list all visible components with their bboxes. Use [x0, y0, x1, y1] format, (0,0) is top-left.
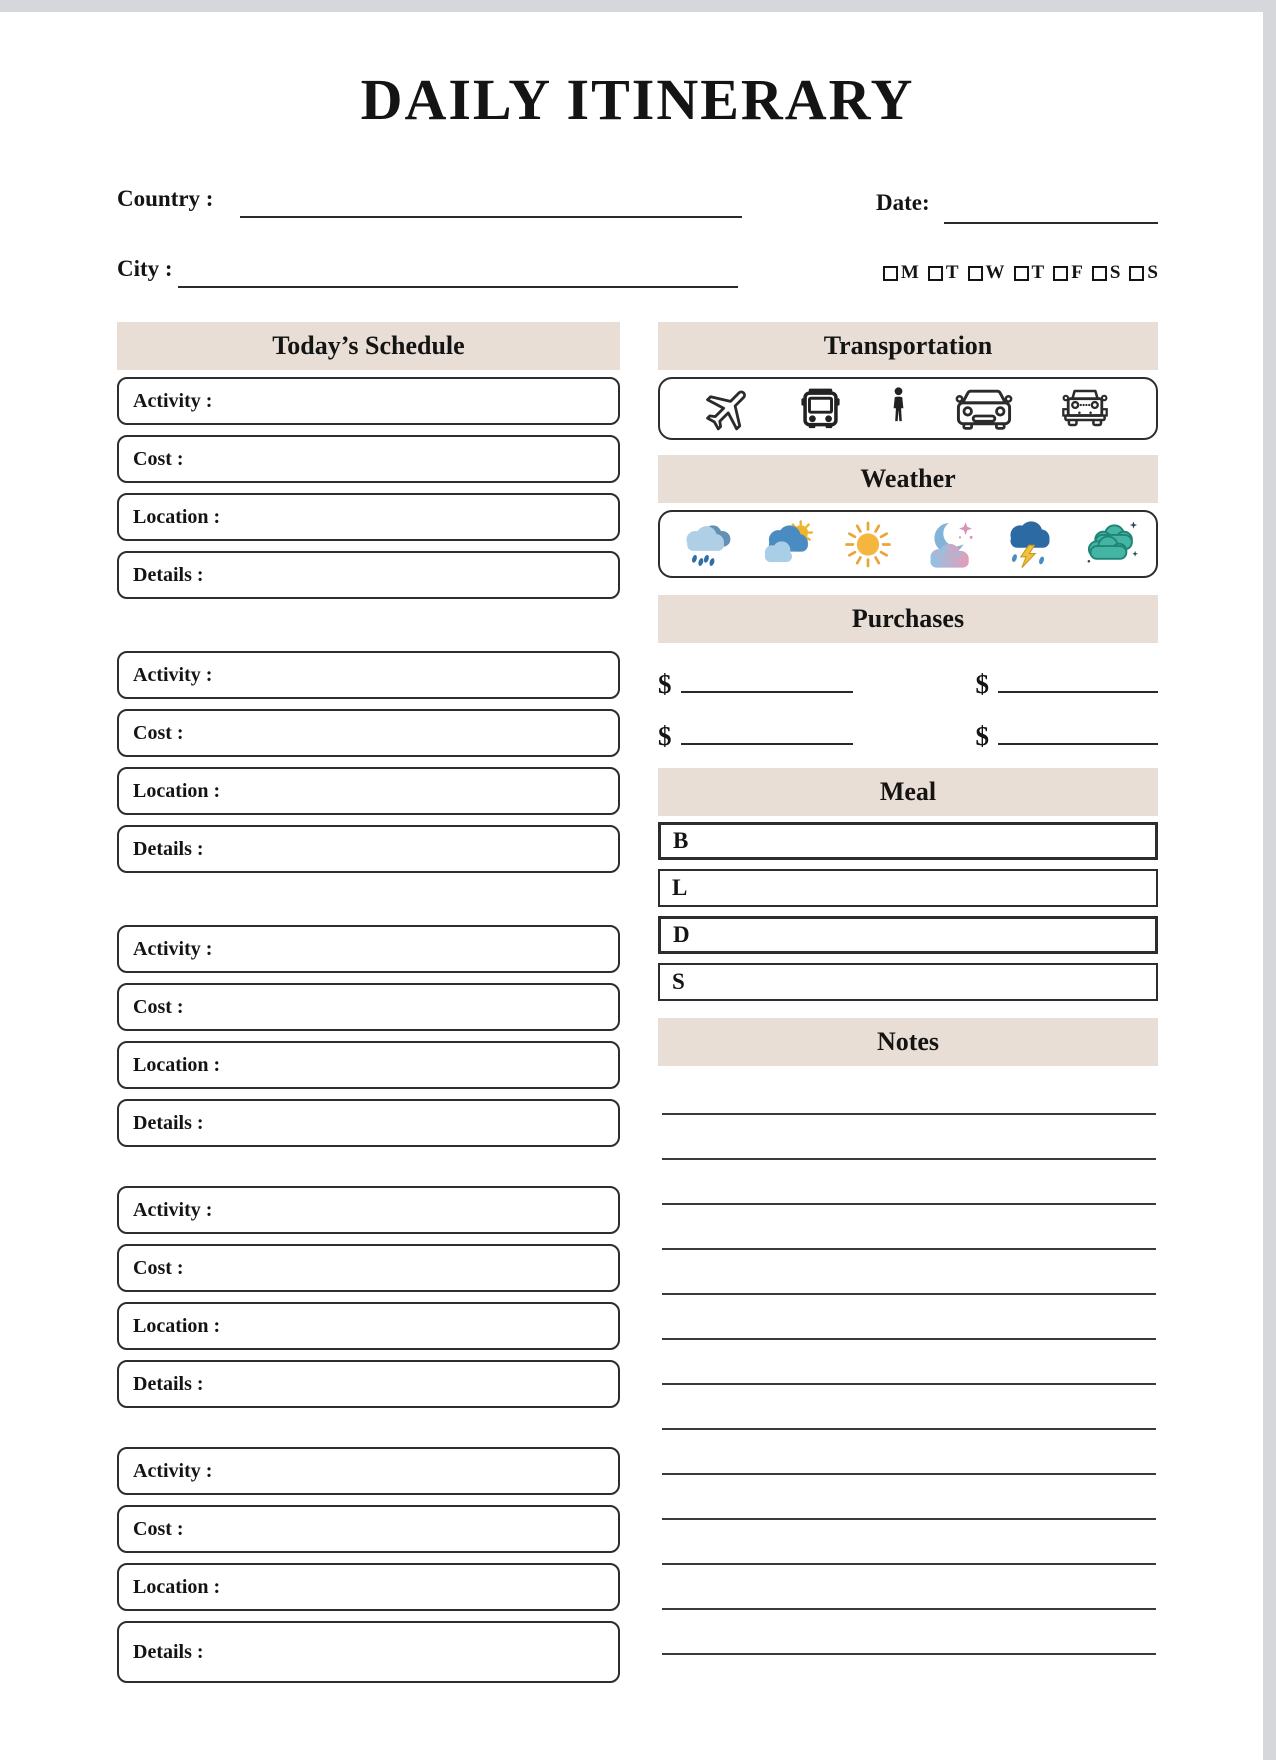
- schedule-details-field[interactable]: [117, 1621, 620, 1683]
- schedule-activity-field[interactable]: [117, 1186, 620, 1234]
- city-input-line[interactable]: [178, 286, 738, 288]
- pedestrian-icon[interactable]: [887, 385, 910, 432]
- purchase-amount-line[interactable]: [998, 743, 1158, 745]
- checkbox-square: [1092, 266, 1107, 281]
- schedule-details-field[interactable]: [117, 825, 620, 873]
- day-letter: T: [945, 262, 959, 283]
- weather-title: Weather: [860, 464, 956, 493]
- rainy-weather-icon[interactable]: [676, 519, 740, 570]
- field-label: Activity :: [133, 1459, 213, 1482]
- field-label: Details :: [133, 1111, 204, 1134]
- purchase-entry: [658, 671, 853, 698]
- country-label: Country :: [117, 186, 214, 211]
- notes-write-line[interactable]: [662, 1158, 1156, 1160]
- field-label: Activity :: [133, 937, 213, 960]
- day-checkbox-t-3[interactable]: [1014, 262, 1045, 284]
- schedule-details-field[interactable]: [117, 1360, 620, 1408]
- jeep-icon[interactable]: [1057, 385, 1113, 432]
- schedule-activity-field[interactable]: [117, 925, 620, 973]
- transportation-options-box: [658, 377, 1158, 440]
- field-label: Details :: [133, 837, 204, 860]
- schedule-cost-field[interactable]: [117, 709, 620, 757]
- meal-box-s[interactable]: [658, 963, 1158, 1001]
- field-label: Cost :: [133, 1256, 184, 1279]
- field-label: Location :: [133, 1314, 221, 1337]
- schedule-cost-field[interactable]: [117, 1244, 620, 1292]
- currency-symbol: $: [658, 721, 672, 751]
- weather-options-box: [658, 510, 1158, 578]
- day-checkbox-f-4[interactable]: [1053, 262, 1083, 284]
- schedule-location-field[interactable]: [117, 1563, 620, 1611]
- purchase-entry: [976, 671, 1159, 698]
- cloudy-weather-icon[interactable]: [1076, 519, 1140, 570]
- weather-section-header: [658, 455, 1158, 503]
- purchase-entry: [976, 723, 1159, 750]
- partly-cloudy-weather-icon[interactable]: [756, 519, 820, 570]
- day-checkbox-m-0[interactable]: [883, 262, 919, 284]
- purchase-amount-line[interactable]: [681, 743, 853, 745]
- transportation-title: Transportation: [823, 331, 993, 360]
- schedule-section-header: [117, 322, 620, 370]
- field-label: Location :: [133, 1053, 221, 1076]
- schedule-activity-field[interactable]: [117, 377, 620, 425]
- meal-letter: S: [672, 969, 685, 994]
- day-letter: F: [1071, 262, 1083, 283]
- schedule-location-field[interactable]: [117, 767, 620, 815]
- purchase-amount-line[interactable]: [998, 691, 1158, 693]
- day-letter: W: [985, 262, 1005, 283]
- notes-write-line[interactable]: [662, 1338, 1156, 1340]
- notes-write-line[interactable]: [662, 1113, 1156, 1115]
- schedule-cost-field[interactable]: [117, 983, 620, 1031]
- notes-write-line[interactable]: [662, 1203, 1156, 1205]
- schedule-activity-field[interactable]: [117, 1447, 620, 1495]
- field-label: Location :: [133, 505, 221, 528]
- notes-write-line[interactable]: [662, 1563, 1156, 1565]
- meal-title: Meal: [879, 777, 937, 806]
- date-input-line[interactable]: [944, 222, 1158, 224]
- notes-write-line[interactable]: [662, 1293, 1156, 1295]
- day-checkbox-s-5[interactable]: [1092, 262, 1121, 284]
- country-input-line[interactable]: [240, 216, 742, 218]
- purchase-entry: [658, 723, 853, 750]
- field-label: Details :: [133, 1372, 204, 1395]
- sunny-weather-icon[interactable]: [836, 519, 900, 570]
- schedule-details-field[interactable]: [117, 551, 620, 599]
- page-title: DAILY ITINERARY: [360, 67, 915, 132]
- purchases-row: [658, 710, 1158, 750]
- schedule-details-field[interactable]: [117, 1099, 620, 1147]
- purchases-row: [658, 658, 1158, 698]
- meal-box-d[interactable]: [658, 916, 1158, 954]
- checkbox-square: [1053, 266, 1068, 281]
- bus-icon[interactable]: [797, 385, 844, 432]
- airplane-icon[interactable]: [703, 383, 755, 435]
- field-label: Cost :: [133, 721, 184, 744]
- date-label: Date:: [876, 190, 930, 215]
- day-checkbox-s-6[interactable]: [1129, 262, 1158, 284]
- notes-write-line[interactable]: [662, 1428, 1156, 1430]
- currency-symbol: $: [975, 721, 989, 751]
- notes-write-line[interactable]: [662, 1608, 1156, 1610]
- meal-box-l[interactable]: [658, 869, 1158, 907]
- field-label: Activity :: [133, 663, 213, 686]
- schedule-location-field[interactable]: [117, 1041, 620, 1089]
- field-label: Location :: [133, 1575, 221, 1598]
- city-label: City :: [117, 256, 173, 281]
- field-label: Cost :: [133, 1517, 184, 1540]
- currency-symbol: $: [658, 669, 672, 699]
- schedule-activity-field[interactable]: [117, 651, 620, 699]
- meal-letter: D: [673, 922, 690, 947]
- checkbox-square: [928, 266, 943, 281]
- meal-letter: B: [673, 828, 689, 853]
- day-checkbox-row: [658, 262, 1158, 284]
- field-label: Location :: [133, 779, 221, 802]
- checkbox-square: [1129, 266, 1144, 281]
- meal-section-header: [658, 768, 1158, 816]
- day-letter: M: [900, 262, 919, 283]
- schedule-location-field[interactable]: [117, 493, 620, 541]
- transportation-section-header: [658, 322, 1158, 370]
- field-label: Cost :: [133, 447, 184, 470]
- purchase-amount-line[interactable]: [681, 691, 853, 693]
- day-letter: S: [1147, 262, 1158, 283]
- field-label: Details :: [133, 563, 204, 586]
- field-label: Activity :: [133, 389, 213, 412]
- field-label: Cost :: [133, 995, 184, 1018]
- purchases-title: Purchases: [851, 604, 965, 633]
- car-icon[interactable]: [953, 384, 1015, 434]
- day-checkbox-t-1[interactable]: [928, 262, 959, 284]
- checkbox-square: [883, 266, 898, 281]
- meal-box-b[interactable]: [658, 822, 1158, 860]
- notes-write-line[interactable]: [662, 1248, 1156, 1250]
- schedule-cost-field[interactable]: [117, 435, 620, 483]
- day-letter: S: [1109, 262, 1121, 283]
- field-label: Activity :: [133, 1198, 213, 1221]
- schedule-cost-field[interactable]: [117, 1505, 620, 1553]
- notes-write-line[interactable]: [662, 1383, 1156, 1385]
- purchases-section-header: [658, 595, 1158, 643]
- currency-symbol: $: [975, 669, 989, 699]
- notes-title: Notes: [876, 1027, 940, 1056]
- notes-section-header: [658, 1018, 1158, 1066]
- clear-night-weather-icon[interactable]: [916, 519, 980, 570]
- checkbox-square: [968, 266, 983, 281]
- thunderstorm-weather-icon[interactable]: [996, 519, 1060, 570]
- day-letter: T: [1031, 262, 1045, 283]
- meal-letter: L: [672, 875, 688, 900]
- notes-write-line[interactable]: [662, 1653, 1156, 1655]
- notes-write-line[interactable]: [662, 1518, 1156, 1520]
- schedule-location-field[interactable]: [117, 1302, 620, 1350]
- field-label: Details :: [133, 1640, 204, 1663]
- notes-write-line[interactable]: [662, 1473, 1156, 1475]
- viewer-top-edge: [0, 0, 1276, 12]
- schedule-title: Today’s Schedule: [272, 331, 465, 360]
- viewer-right-edge: [1263, 0, 1276, 1760]
- checkbox-square: [1014, 266, 1029, 281]
- day-checkbox-w-2[interactable]: [968, 262, 1005, 284]
